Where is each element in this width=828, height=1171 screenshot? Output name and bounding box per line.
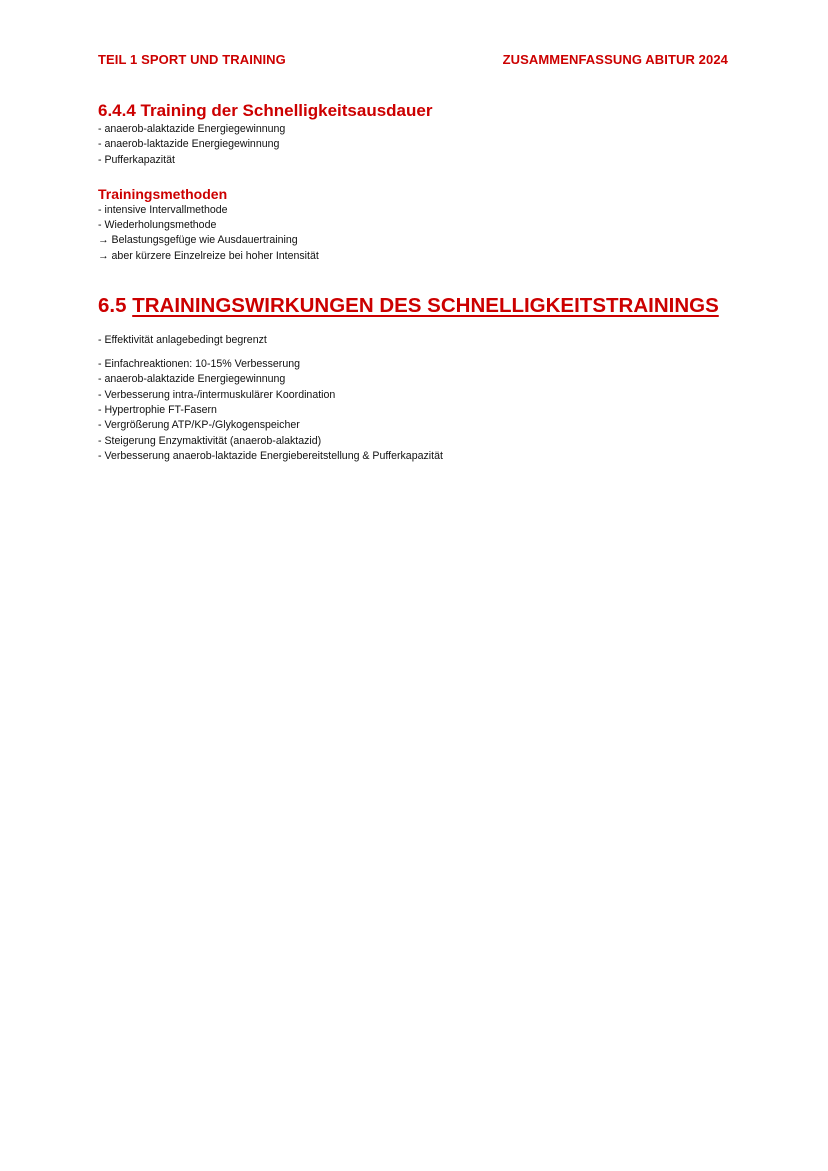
list-item: - Verbesserung intra-/intermuskulärer Koordination (98, 388, 336, 401)
section-644-list (98, 122, 738, 168)
header-left: TEIL 1 SPORT UND TRAINING (98, 52, 286, 67)
list-item: - anaerob-alaktazide Energiegewinnung (98, 123, 286, 135)
list-item: - anaerob-laktazide Energiegewinnung (98, 138, 280, 151)
section-65-title: TRAININGSWIRKUNGEN DES SCHNELLIGKEITSTRAININGS (132, 294, 719, 318)
section-65-list (98, 357, 738, 464)
list-item: - Pufferkapazität (98, 153, 175, 166)
section-65-intro: - Effektivität anlagebedingt begrenzt (98, 334, 267, 347)
list-item: - Steigerung Enzymaktivität (anaerob-alaktazid) (98, 434, 322, 447)
section-644-title: 6.4.4 Training der Schnelligkeitsausdauer (98, 101, 433, 120)
methods-list (98, 203, 738, 264)
list-item: - intensive Intervallmethode (98, 203, 228, 216)
header-right: ZUSAMMENFASSUNG ABITUR 2024 (502, 52, 728, 67)
page-content (98, 100, 738, 464)
section-65-number: 6.5 (98, 294, 133, 318)
methods-title: Trainingsmethoden (98, 185, 228, 202)
list-item: - Einfachreaktionen: 10-15% Verbesserung (98, 358, 300, 371)
section-65-heading (98, 293, 738, 319)
list-item: - Wiederholungsmethode (98, 219, 217, 232)
list-item: → Belastungsgefüge wie Ausdauertraining (98, 234, 298, 247)
list-item: - anaerob-alaktazide Energiegewinnung (98, 373, 286, 386)
list-item: - Vergrößerung ATP/KP-/Glykogenspeicher (98, 419, 300, 432)
list-item: - Verbesserung anaerob-laktazide Energiebereitstellung & Pufferkapazität (98, 449, 443, 462)
page-header (98, 52, 728, 67)
list-item: → aber kürzere Einzelreize bei hoher Intensität (98, 249, 319, 262)
list-item: - Hypertrophie FT-Fasern (98, 403, 217, 416)
